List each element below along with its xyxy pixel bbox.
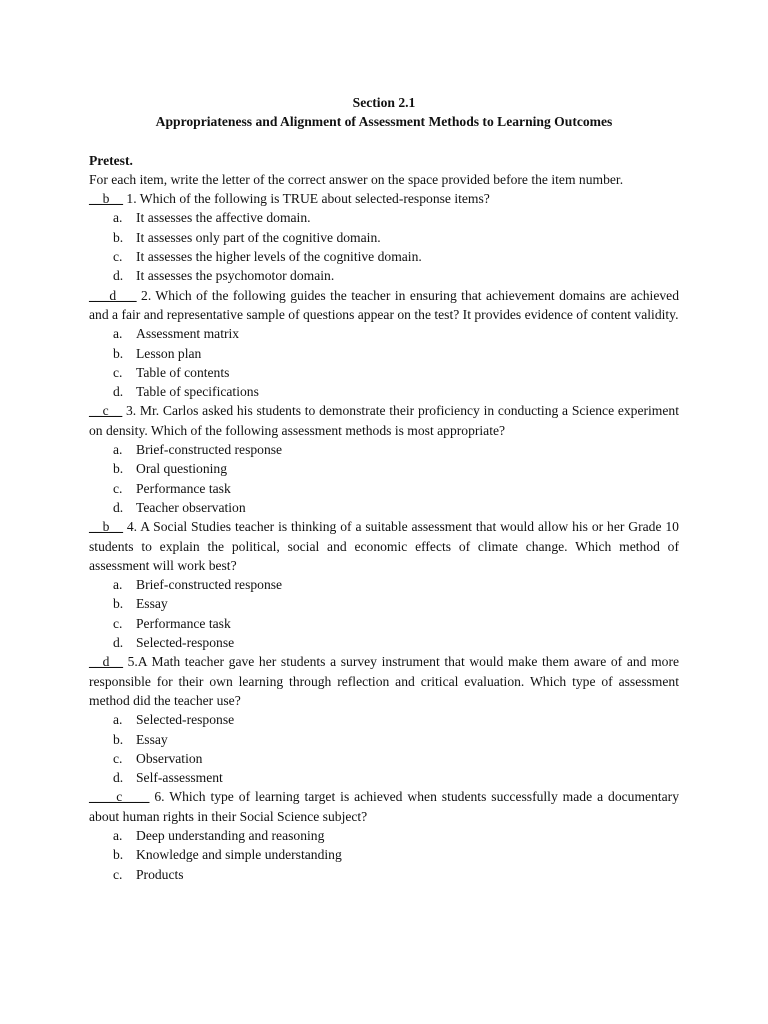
options-list [89,575,679,652]
answer-blank: ____c____ [89,789,150,805]
question-stem: 4. A Social Studies teacher is thinking of a suitable assessment that would allow his or her Grade 10 students to explain the political, social and economic effects of climate change. Which method of assessment will work best? [89,519,679,573]
answer-blank: __b__ [89,519,123,535]
question-text [89,401,679,440]
option-item [89,749,679,768]
option-text: It assesses only part of the cognitive domain. [136,229,381,245]
pretest-label: Pretest. [89,152,133,168]
question-item [89,517,679,652]
question-text [89,189,679,208]
option-letter: d. [113,635,124,651]
answer-blank: __c__ [89,403,123,419]
option-letter: b. [113,596,124,612]
question-stem: 3. Mr. Carlos asked his students to demonstrate their proficiency in conducting a Science experiment on density. Which of the following assessment methods is most appropriate? [89,403,679,438]
options-list [89,208,679,285]
option-letter: d. [113,384,124,400]
option-item [89,865,679,884]
option-letter: a. [113,577,123,593]
option-letter: a. [113,210,123,226]
option-letter: b. [113,731,124,747]
answer-blank: __d__ [89,654,123,670]
option-letter: b. [113,345,124,361]
option-item [89,440,679,459]
option-text: Teacher observation [136,499,246,515]
question-text [89,787,679,826]
option-letter: b. [113,461,124,477]
options-list [89,440,679,517]
option-item [89,730,679,749]
option-item [89,228,679,247]
question-stem: 5.A Math teacher gave her students a survey instrument that would make them aware of and more responsible for their own learning through reflection and critical evaluation. Which type of assessment method did the teacher use? [89,654,679,708]
option-text: It assesses the affective domain. [136,210,311,226]
pretest-instructions: For each item, write the letter of the correct answer on the space provided before the item number. [89,171,624,187]
option-text: Table of specifications [136,384,259,400]
answer-blank: ___d___ [89,287,137,303]
option-item [89,208,679,227]
option-letter: c. [113,750,123,766]
option-text: Brief-constructed response [136,442,283,458]
option-letter: c. [113,364,123,380]
option-text: Selected-response [136,635,235,651]
option-letter: a. [113,827,123,843]
option-text: Oral questioning [136,461,227,477]
option-item [89,324,679,343]
option-letter: a. [113,712,123,728]
question-stem: 1. Which of the following is TRUE about selected-response items? [126,191,490,207]
question-stem: 2. Which of the following guides the teacher in ensuring that achievement domains are achieved and a fair and representative sample of questions appear on the test? It provides evidence of content validity. [89,287,679,322]
document-content [89,93,679,884]
option-letter: d. [113,499,124,515]
option-item [89,247,679,266]
option-letter: c. [113,249,123,265]
option-text: Essay [136,731,168,747]
option-letter: c. [113,866,123,882]
option-letter: d. [113,770,124,786]
option-item [89,575,679,594]
question-item [89,286,679,402]
option-item [89,498,679,517]
section-title: Appropriateness and Alignment of Assessment Methods to Learning Outcomes [155,114,613,130]
option-letter: a. [113,442,123,458]
option-item [89,382,679,401]
option-text: Deep understanding and reasoning [136,827,325,843]
option-text: Assessment matrix [136,326,240,342]
option-text: Selected-response [136,712,235,728]
option-text: Observation [136,750,203,766]
option-text: It assesses the higher levels of the cognitive domain. [136,249,422,265]
option-item [89,266,679,285]
option-letter: d. [113,268,124,284]
option-item [89,614,679,633]
option-text: Knowledge and simple understanding [136,847,342,863]
option-item [89,826,679,845]
option-item [89,344,679,363]
option-item [89,459,679,478]
option-item [89,479,679,498]
options-list [89,826,679,884]
option-text: Lesson plan [136,345,202,361]
option-letter: b. [113,229,124,245]
section-number: Section 2.1 [352,95,416,110]
option-letter: c. [113,480,123,496]
option-item [89,594,679,613]
question-item [89,401,679,517]
option-text: It assesses the psychomotor domain. [136,268,335,284]
options-list [89,710,679,787]
option-item [89,633,679,652]
option-text: Brief-constructed response [136,577,283,593]
options-list [89,324,679,401]
question-item [89,189,679,285]
option-text: Table of contents [136,364,230,380]
option-text: Performance task [136,480,231,496]
option-letter: b. [113,847,124,863]
option-item [89,768,679,787]
question-item [89,652,679,787]
question-text [89,652,679,710]
option-text: Performance task [136,615,231,631]
option-item [89,845,679,864]
option-item [89,363,679,382]
option-letter: a. [113,326,123,342]
answer-blank: __b__ [89,191,123,207]
option-text: Products [136,866,184,882]
question-text [89,517,679,575]
question-item [89,787,679,883]
question-stem: 6. Which type of learning target is achieved when students successfully made a documentary about human rights in their Social Science subject? [89,789,680,824]
option-text: Self-assessment [136,770,223,786]
question-text [89,286,679,325]
option-text: Essay [136,596,168,612]
option-letter: c. [113,615,123,631]
option-item [89,710,679,729]
